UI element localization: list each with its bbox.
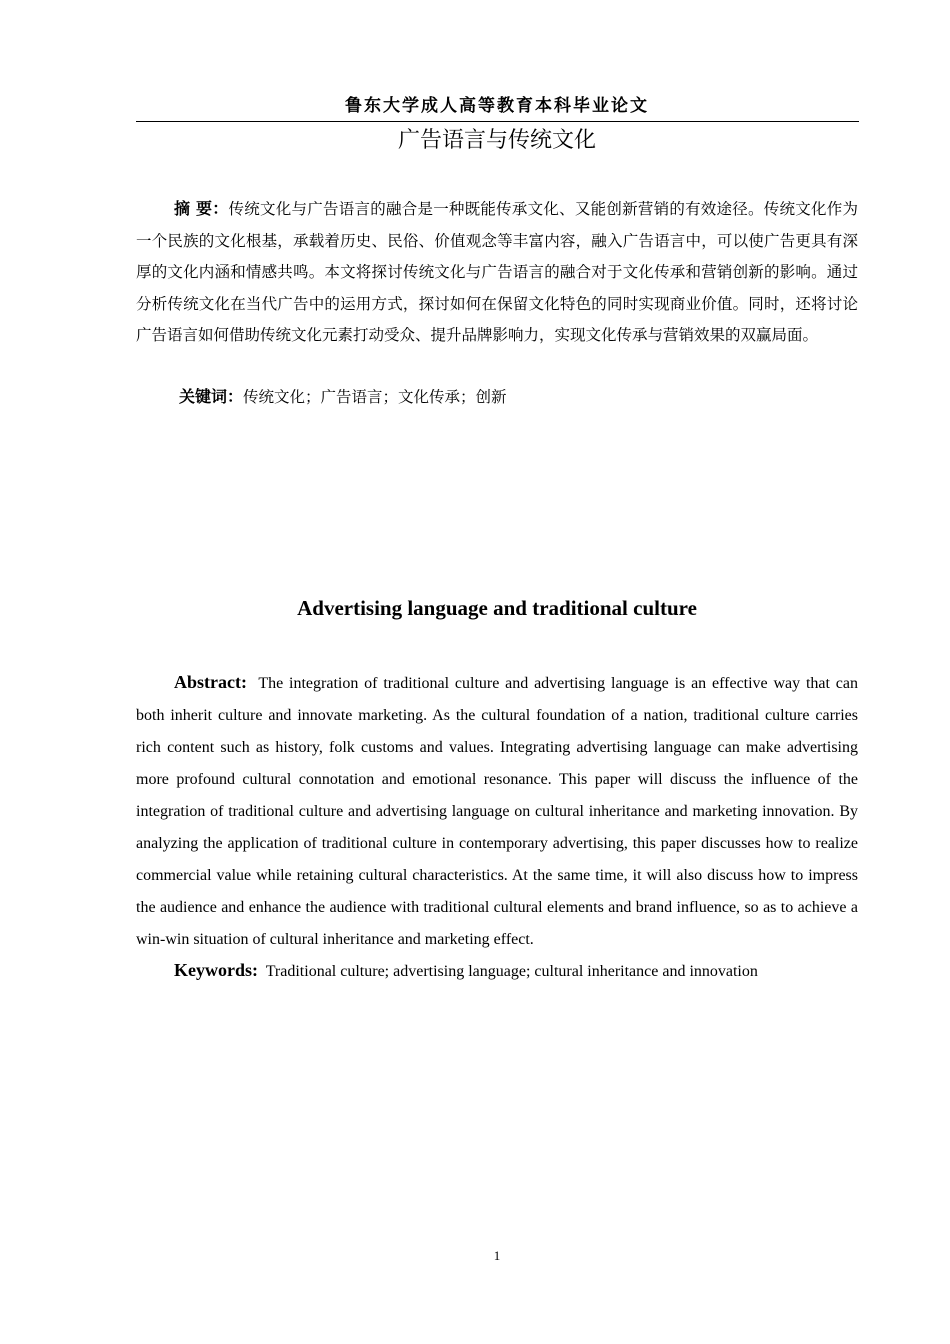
english-abstract-text: The integration of traditional culture and advertising language is an effective way that can both inherit culture and innovate marketing. As the cultural foundation of a nation, traditional culture carries rich content such as history, folk customs and values. Integrating advertising language can make advertising more profound cultural connotation and emotional resonance. This paper will discuss the influence of the integration of traditional culture and advertising language on cultural inheritance and marketing innovation. By analyzing the application of traditional culture in contemporary advertising, this paper discusses how to realize commercial value while retaining cultural characteristics. At the same time, it will also discuss how to impress the audience and enhance the audience with traditional cultural elements and brand influence, so as to achieve a win-win situation of cultural inheritance and marketing effect. <box>136 675 858 948</box>
page-number: 1 <box>493 1248 501 1263</box>
chinese-keywords-label: 关键词： <box>179 387 244 406</box>
english-keywords-text: Traditional culture; advertising language; cultural inheritance and innovation <box>265 963 758 980</box>
english-keywords <box>174 954 858 988</box>
english-keywords-label: Keywords: <box>174 960 258 980</box>
chinese-abstract <box>136 193 858 352</box>
chinese-keywords <box>179 381 859 413</box>
english-title: Advertising language and traditional culture <box>297 596 697 620</box>
english-abstract-label: Abstract: <box>174 672 247 692</box>
chinese-abstract-text: 传统文化与广告语言的融合是一种既能传承文化、又能创新营销的有效途径。传统文化作为一个民族的文化根基，承载着历史、民俗、价值观念等丰富内容，融入广告语言中，可以使广告更具有深厚的文化内涵和情感共鸣。本文将探讨传统文化与广告语言的融合对于文化传承和营销创新的影响。通过分析传统文化在当代广告中的运用方式，探讨如何在保留文化特色的同时实现商业价值。同时，还将讨论广告语言如何借助传统文化元素打动受众、提升品牌影响力，实现文化传承与营销效果的双赢局面。 <box>136 200 858 344</box>
chinese-title: 广告语言与传统文化 <box>397 128 596 153</box>
chinese-abstract-label: 摘 要： <box>174 199 229 218</box>
english-abstract <box>136 666 858 956</box>
chinese-keywords-text: 传统文化；广告语言；文化传承；创新 <box>243 388 507 406</box>
running-header: 鲁东大学成人高等教育本科毕业论文 <box>345 96 649 116</box>
header-divider <box>136 121 859 122</box>
